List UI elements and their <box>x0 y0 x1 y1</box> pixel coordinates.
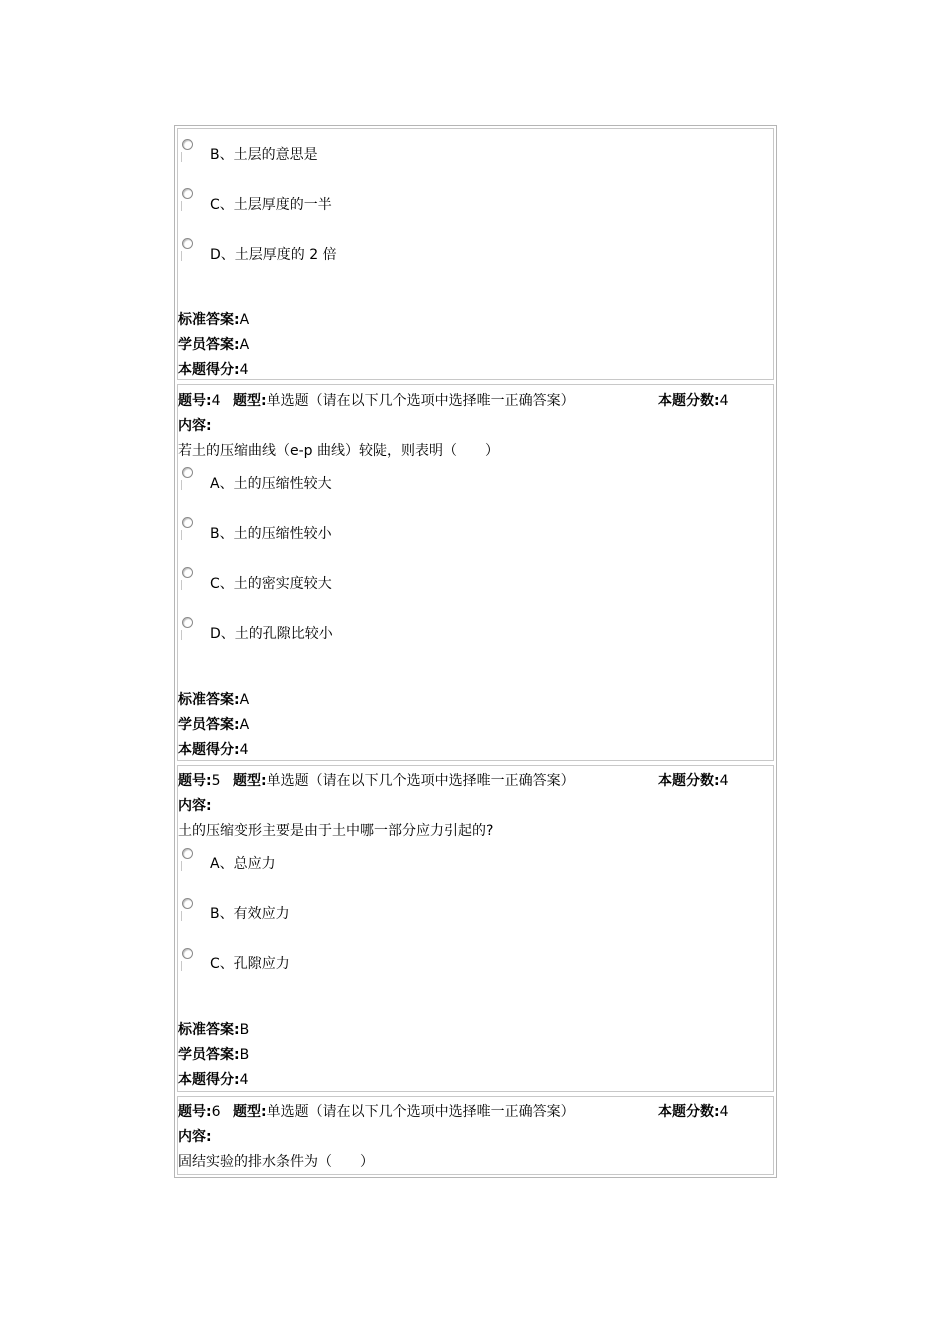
question-5-block <box>177 765 774 1092</box>
content-label: 内容: <box>178 418 212 434</box>
question-text: 土的压缩变形主要是由于土中哪一部分应力引起的? <box>178 823 494 839</box>
student-answer-label: 学员答案: <box>178 337 240 353</box>
student-answer-row <box>178 1044 249 1064</box>
student-answer-value: A <box>239 717 250 733</box>
score-label: 本题得分: <box>178 742 240 758</box>
question-points <box>658 390 729 410</box>
option-label-q4-c: C、土的密实度较大 <box>210 576 332 592</box>
option-label-q5-c: C、孔隙应力 <box>210 956 290 972</box>
score-row <box>178 739 249 759</box>
question-type: 单选题（请在以下几个选项中选择唯一正确答案） <box>266 393 575 409</box>
option-radio-q5-c[interactable] <box>182 948 193 959</box>
option-label-q4-a: A、土的压缩性较大 <box>210 476 332 492</box>
option-label-q4-d: D、土的孔隙比较小 <box>210 626 333 642</box>
standard-answer-row <box>178 689 249 709</box>
standard-answer-value: A <box>239 312 250 328</box>
option-label-q5-b: B、有效应力 <box>210 906 290 922</box>
student-answer-label: 学员答案: <box>178 717 240 733</box>
option-radio-q4-b[interactable] <box>182 517 193 528</box>
option-radio-q3-c[interactable] <box>182 188 193 199</box>
question-points <box>658 770 729 790</box>
option-radio-q5-b[interactable] <box>182 898 193 909</box>
option-label-q3-b: B、土层的意思是 <box>210 147 318 163</box>
option-label-q3-d: D、土层厚度的 2 倍 <box>210 247 337 263</box>
points-value: 4 <box>719 393 729 409</box>
points-label: 本题分数: <box>658 773 720 789</box>
standard-answer-row <box>178 309 249 329</box>
question-points <box>658 1101 729 1121</box>
question-4-block <box>177 384 774 761</box>
option-radio-q4-a[interactable] <box>182 467 193 478</box>
student-answer-row <box>178 714 249 734</box>
student-answer-label: 学员答案: <box>178 1047 240 1063</box>
option-label-q4-b: B、土的压缩性较小 <box>210 526 332 542</box>
standard-answer-label: 标准答案: <box>178 1022 240 1038</box>
question-type-label: 题型: <box>232 773 267 789</box>
option-radio-q5-a[interactable] <box>182 848 193 859</box>
question-type: 单选题（请在以下几个选项中选择唯一正确答案） <box>266 1104 575 1120</box>
score-label: 本题得分: <box>178 362 240 378</box>
option-radio-q4-c[interactable] <box>182 567 193 578</box>
question-header <box>178 770 575 790</box>
standard-answer-label: 标准答案: <box>178 692 240 708</box>
points-label: 本题分数: <box>658 1104 720 1120</box>
standard-answer-label: 标准答案: <box>178 312 240 328</box>
option-radio-q3-d[interactable] <box>182 238 193 249</box>
question-number: 4 <box>211 393 221 409</box>
question-header <box>178 1101 575 1121</box>
score-row <box>178 359 249 379</box>
question-type-label: 题型: <box>232 1104 267 1120</box>
standard-answer-value: B <box>239 1022 250 1038</box>
option-radio-q4-d[interactable] <box>182 617 193 628</box>
question-header <box>178 390 575 410</box>
question-type-label: 题型: <box>232 393 267 409</box>
student-answer-row <box>178 334 249 354</box>
points-value: 4 <box>719 773 729 789</box>
question-number: 5 <box>211 773 221 789</box>
option-radio-q3-b[interactable] <box>182 139 193 150</box>
points-value: 4 <box>719 1104 729 1120</box>
content-label: 内容: <box>178 1129 212 1145</box>
exam-sheet <box>174 125 777 1178</box>
question-text: 固结实验的排水条件为（ ） <box>178 1154 374 1170</box>
question-number-label: 题号: <box>178 1104 212 1120</box>
points-label: 本题分数: <box>658 393 720 409</box>
student-answer-value: A <box>239 337 250 353</box>
score-value: 4 <box>239 1072 249 1088</box>
question-type: 单选题（请在以下几个选项中选择唯一正确答案） <box>266 773 575 789</box>
standard-answer-row <box>178 1019 249 1039</box>
score-value: 4 <box>239 742 249 758</box>
question-number-label: 题号: <box>178 393 212 409</box>
standard-answer-value: A <box>239 692 250 708</box>
score-value: 4 <box>239 362 249 378</box>
score-label: 本题得分: <box>178 1072 240 1088</box>
question-6-block <box>177 1096 774 1175</box>
question-number: 6 <box>211 1104 221 1120</box>
option-label-q3-c: C、土层厚度的一半 <box>210 197 332 213</box>
student-answer-value: B <box>239 1047 250 1063</box>
question-text: 若土的压缩曲线（e-p 曲线）较陡，则表明（ ） <box>178 443 500 459</box>
option-label-q5-a: A、总应力 <box>210 856 276 872</box>
question-number-label: 题号: <box>178 773 212 789</box>
question-3-block <box>177 128 774 380</box>
score-row <box>178 1069 249 1089</box>
content-label: 内容: <box>178 798 212 814</box>
